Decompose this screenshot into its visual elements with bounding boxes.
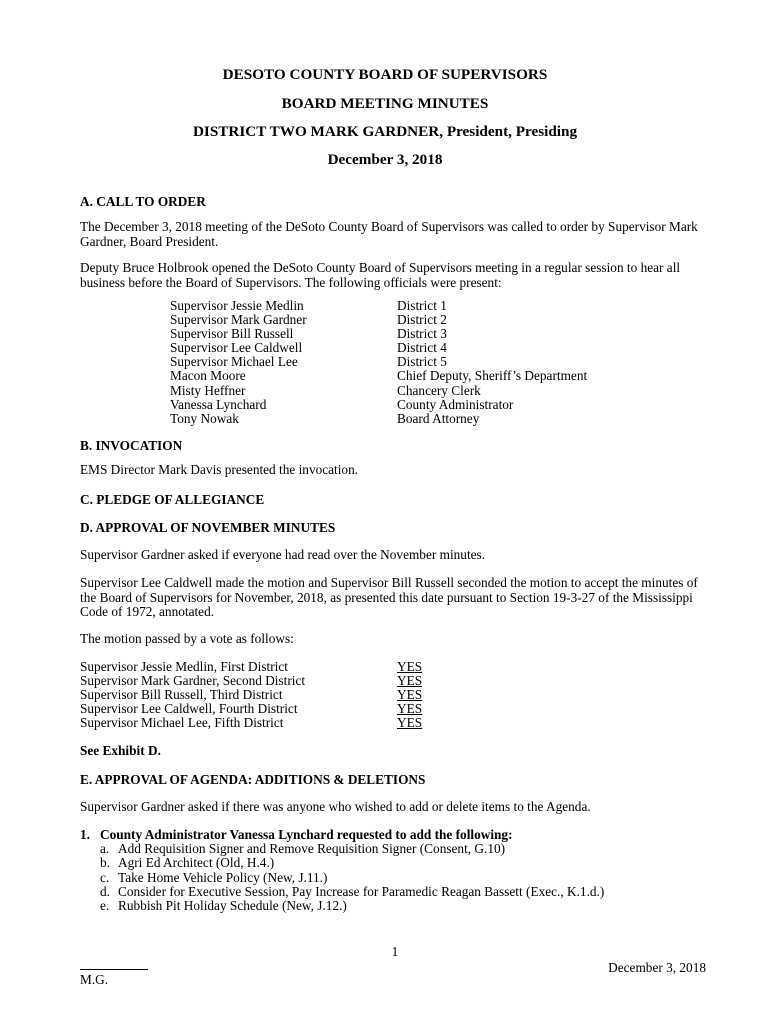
voter-name: Supervisor Mark Gardner, Second District: [80, 673, 306, 689]
official-role: District 2: [397, 312, 447, 328]
vote-row: [80, 702, 480, 716]
sub-item-text: Agri Ed Architect (Old, H.4.): [118, 855, 275, 871]
vote-value: YES: [397, 659, 423, 674]
sub-item-text: Consider for Executive Session, Pay Increase for Paramedic Reagan Bassett (Exec., K.1.d.): [118, 883, 605, 899]
sub-item-text: Rubbish Pit Holiday Schedule (New, J.12.): [118, 898, 347, 914]
sub-item: [80, 899, 720, 913]
sub-item-letter: b.: [100, 855, 110, 871]
sub-item-letter: a.: [100, 841, 110, 857]
sub-item: [80, 856, 720, 870]
page-number: 1: [391, 944, 399, 959]
official-row: [170, 327, 670, 341]
official-row: [170, 412, 670, 426]
sub-item-letter: c.: [100, 869, 110, 885]
official-row: [170, 299, 670, 313]
vote-value: YES: [397, 715, 423, 731]
org-title: DESOTO COUNTY BOARD OF SUPERVISORS: [222, 66, 548, 83]
list-item: [80, 828, 720, 842]
section-d-heading: D. APPROVAL OF NOVEMBER MINUTES: [80, 520, 336, 535]
initials-signature-line: [80, 957, 148, 970]
presiding-line: DISTRICT TWO MARK GARDNER, President, Presiding: [192, 123, 578, 140]
official-row: [170, 384, 670, 398]
officials-list: [170, 299, 670, 426]
official-name: Misty Heffner: [170, 382, 246, 398]
sub-item-letter: e.: [100, 898, 110, 914]
official-row: [170, 369, 670, 383]
vote-row: [80, 688, 480, 702]
section-c-heading: C. PLEDGE OF ALLEGIANCE: [80, 492, 265, 507]
vote-row: [80, 674, 480, 688]
section-a-heading: A. CALL TO ORDER: [80, 194, 206, 209]
official-role: County Administrator: [397, 396, 514, 412]
voter-name: Supervisor Jessie Medlin, First District: [80, 659, 288, 674]
official-row: [170, 341, 670, 355]
vote-row: [80, 660, 480, 674]
sub-item-letter: d.: [100, 883, 110, 899]
official-name: Tony Nowak: [170, 410, 239, 426]
official-role: Chancery Clerk: [397, 382, 481, 398]
official-role: Board Attorney: [397, 410, 480, 426]
section-e-paragraph-1: Supervisor Gardner asked if there was anyone who wished to add or delete items to the Agenda.: [80, 799, 591, 814]
sub-item: [80, 871, 720, 885]
exhibit-reference: See Exhibit D.: [80, 743, 161, 758]
sub-item-text: Take Home Vehicle Policy (New, J.11.): [118, 869, 328, 885]
official-name: Vanessa Lynchard: [170, 396, 267, 412]
list-item-text: County Administrator Vanessa Lynchard requested to add the following:: [100, 827, 513, 842]
official-name: Supervisor Jessie Medlin: [170, 298, 304, 313]
official-role: Chief Deputy, Sheriff’s Department: [397, 368, 588, 384]
doc-title: BOARD MEETING MINUTES: [281, 95, 489, 112]
official-name: Supervisor Mark Gardner: [170, 312, 307, 328]
voter-name: Supervisor Bill Russell, Third District: [80, 687, 283, 703]
vote-value: YES: [397, 673, 423, 689]
official-role: District 5: [397, 354, 447, 370]
official-name: Supervisor Lee Caldwell: [170, 340, 303, 356]
official-name: Supervisor Bill Russell: [170, 326, 294, 342]
official-row: [170, 313, 670, 327]
vote-row: [80, 716, 480, 730]
vote-value: YES: [397, 687, 423, 703]
section-e-heading: E. APPROVAL OF AGENDA: ADDITIONS & DELETIONS: [80, 772, 426, 787]
footer-initials: M.G.: [80, 972, 109, 987]
section-a-paragraph-2: Deputy Bruce Holbrook opened the DeSoto County Board of Supervisors meeting in a regular session to hear all business before the Board of Supervisors. The following officials were present:: [80, 260, 681, 290]
official-row: [170, 355, 670, 369]
official-role: District 4: [397, 340, 447, 356]
section-b-text: EMS Director Mark Davis presented the invocation.: [80, 462, 359, 477]
section-d-paragraph-1: Supervisor Gardner asked if everyone had read over the November minutes.: [80, 547, 486, 562]
official-name: Supervisor Michael Lee: [170, 354, 298, 370]
section-b-heading: B. INVOCATION: [80, 438, 183, 453]
official-role: District 1: [397, 298, 447, 313]
voter-name: Supervisor Lee Caldwell, Fourth District: [80, 701, 298, 717]
section-d-paragraph-3: The motion passed by a vote as follows:: [80, 631, 294, 646]
official-role: District 3: [397, 326, 447, 342]
meeting-date: December 3, 2018: [327, 151, 443, 168]
official-row: [170, 398, 670, 412]
sub-item: [80, 885, 720, 899]
vote-list: [80, 660, 480, 730]
section-a-paragraph-1: The December 3, 2018 meeting of the DeSoto County Board of Supervisors was called to order by Supervisor Mark Gardner, Board President.: [80, 219, 698, 249]
sub-item: [80, 842, 720, 856]
footer-date: December 3, 2018: [608, 960, 706, 975]
sub-item-text: Add Requisition Signer and Remove Requisition Signer (Consent, G.10): [118, 841, 506, 857]
official-name: Macon Moore: [170, 368, 246, 384]
voter-name: Supervisor Michael Lee, Fifth District: [80, 715, 284, 731]
agenda-additions-list: [80, 828, 720, 913]
vote-value: YES: [397, 701, 423, 717]
section-d-paragraph-2: Supervisor Lee Caldwell made the motion and Supervisor Bill Russell seconded the motion to accept the minutes of the Board of Supervisors for November, 2018, as presented this date pursuant to Section 19-3-27 of the Mississippi Code of 1972, annotated.: [80, 575, 698, 620]
list-item-number: 1.: [80, 827, 90, 842]
